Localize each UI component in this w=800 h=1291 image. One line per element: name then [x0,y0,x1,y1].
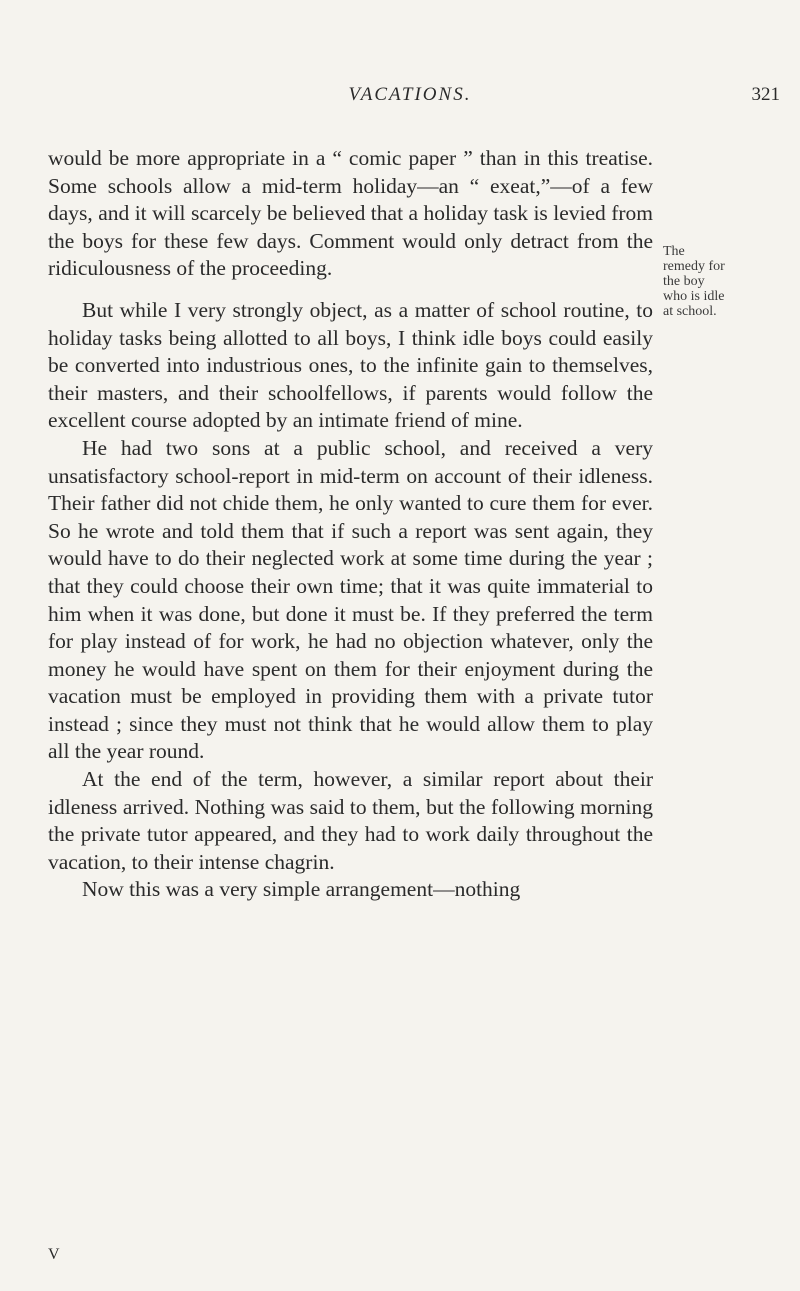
margin-note-line: the boy [663,274,705,289]
paragraph-5: Now this was a very simple arrangement—nothing [82,877,521,902]
running-head [40,84,780,114]
body-text [48,145,653,904]
margin-note-line: The [663,244,685,259]
margin-note-line: remedy for [663,259,725,274]
margin-note-line: at school. [663,304,717,319]
paragraph-4: At the end of the term, however, a similar report about their idleness arrived. Nothing was said to them, but the following morning the private tutor appeared, and they had to work daily throughout the vacation, to their intense chagrin. [48,767,653,874]
page-number: 321 [751,84,780,105]
paragraph-1: would be more appropriate in a “ comic paper ” than in this treatise. Some schools allow a mid-term holiday—an “ exeat,”—of a few days, and it will scarcely be believed that a holiday task is levied from the boys for these few days. Comment would only detract from the ridiculousness of the proceeding. [48,146,653,281]
paragraph-3: He had two sons at a public school, and received a very unsatisfactory school-report in mid-term on account of their idleness. Their father did not chide them, he only wanted to cure them for ever. So he wrote and told them that if such a report was sent again, they would have to do their neglected work at some time during the year ; that they could choose their own time; that it was quite immaterial to him when it was done, but done it must be. If they preferred the term for play instead of for work, he had no objection whatever, only the money he would have spent on them for their enjoyment during the vacation must be employed in providing them with a private tutor instead ; since they must not think that he would allow them to play all the year round. [48,435,653,764]
margin-note-line: who is idle [663,289,725,304]
signature-mark: V [48,1246,60,1263]
running-title: VACATIONS. [348,84,472,105]
margin-note [663,244,791,319]
paragraph-2: But while I very strongly object, as a matter of school routine, to holiday tasks being allotted to all boys, I think idle boys could easily be converted into industrious ones, to the infinite gain to themselves, their masters, and their schoolfellows, if parents would follow the excellent course adopted by an intimate friend of mine. [48,297,653,433]
